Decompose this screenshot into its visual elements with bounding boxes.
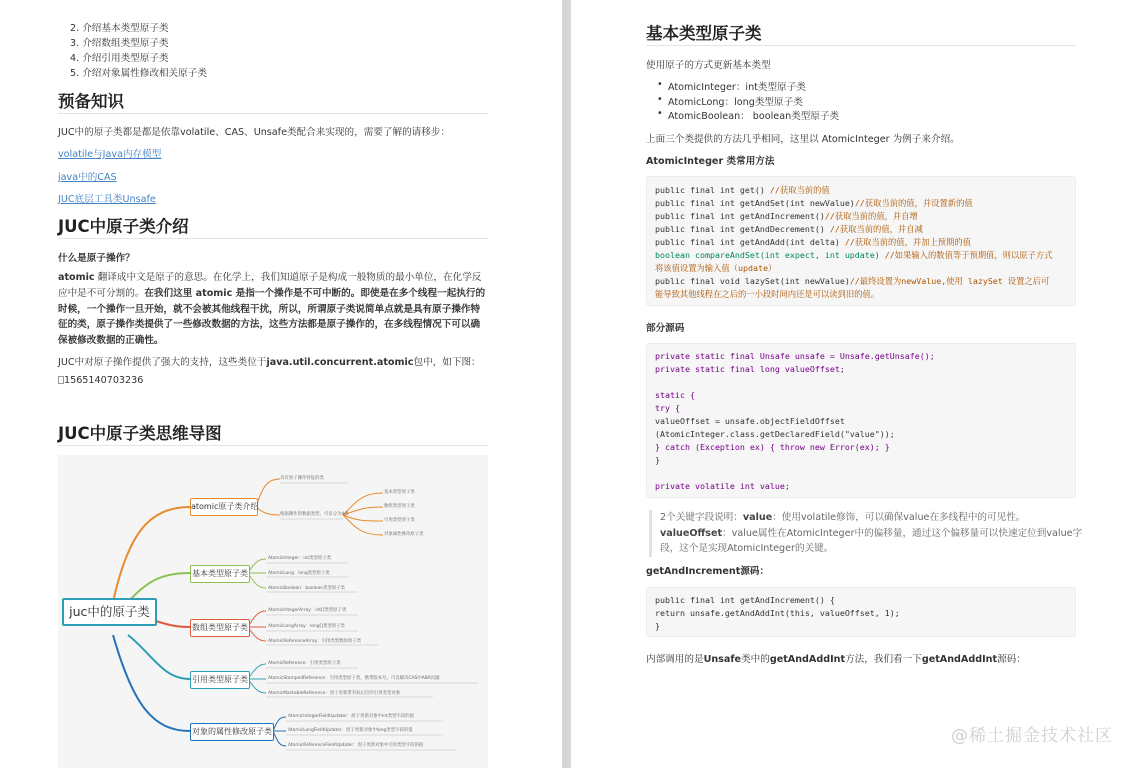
code-line: public final int getAndSet(int newValue) [655,198,855,208]
mindmap-leaf: AtomicBoolean：boolean类型原子类 [268,586,345,591]
code-line: private static final Unsafe unsafe = Unsafe.getUnsafe(); [655,351,935,361]
code-line: public final int getAndIncrement() { [655,595,835,605]
mindmap-branch: 数组类型原子类 [190,619,250,637]
mindmap-leaf: AtomicIntegerArray：int[]类型原子类 [268,608,347,613]
mindmap-leaf: AtomicInteger：int类型原子类 [268,556,332,561]
mindmap-leaf: 引用类型原子类 [384,518,415,523]
code-comment: 将该值设置为输入值（update） [655,263,777,273]
code-line: private volatile int value; [655,481,790,491]
juc-paragraph [58,354,481,368]
mindmap-leaf: 数组类型原子类 [384,504,415,509]
code-block-getandincrement [646,587,1076,637]
link-cas[interactable]: java中的CAS [58,172,117,183]
intro-text: 使用原子的方式更新基本类型 [646,60,771,71]
code-line: return unsafe.getAndAddInt(this, valueOffset, 1); [655,608,900,618]
mindmap-leaf: AtomicStampedReference：引用类型原子类，携带版本号，可以解决CAS中ABA问题 [268,676,440,681]
link-volatile[interactable]: volatile与Java内存模型 [58,149,162,160]
bottom-bold: getAndAddInt [921,654,998,665]
code-comment: //获取当前的值 [764,185,830,195]
bottom-text: 源码： [997,654,1026,665]
juc-text-start: JUC中对原子操作提供了强大的支持，这些类位于 [58,357,267,368]
code-comment: //最终设置为newValue,使用 lazySet 设置之后可 [849,276,1050,286]
prereq-text: JUC中的原子类都是都是依靠volatile、CAS、Unsafe类配合来实现的，需要了解的请移步： [58,127,451,138]
bullet-item: • AtomicLong：long类型原子类 [668,94,803,108]
mindmap-leaf: AtomicReference：引用类型原子类 [268,661,341,666]
code-line: boolean compareAndSet(int expect, int update) [655,250,880,260]
atomic-text: 翻译成中文是原子的意思。在化学上，我们知道原子是构成一般物质的最小单位，在化学反应中是不可分割的。 [58,272,482,299]
code-block-methods [646,176,1076,306]
mindmap-leaf: AtomicLong：long类型原子类 [268,571,330,576]
code-comment: //如果输入的数值等于预期值，则以原子方式 [879,250,1053,260]
toc-item[interactable]: 5. 介绍对象属性修改相关原子类 [70,68,207,79]
code-line: } [655,455,660,465]
quote-text: ：使用volatile修饰，可以确保value在多线程中的可见性。 [772,512,1026,523]
left-page [0,0,562,768]
mindmap-leaf: AtomicLongArray：long[]类型原子类 [268,624,345,629]
link-unsafe[interactable]: JUC底层工具类Unsafe [58,194,156,205]
quote-key: valueOffset [660,527,723,539]
heading-source: 部分源码 [646,323,685,334]
heading-intro: JUC中原子类介绍 [58,217,189,236]
bottom-text: 类中的 [741,654,770,665]
mindmap-leaf: AtomicReferenceFieldUpdater：原子更新对象中引用类型字段的值 [288,743,424,748]
juc-text-end: 包中，如下图： [413,357,481,368]
broken-image [58,375,143,386]
bottom-bold: Unsafe [703,654,742,665]
bullet-item: • AtomicBoolean： boolean类型原子类 [668,108,839,122]
mindmap-branch: 引用类型原子类 [190,671,250,689]
code-line: (AtomicInteger.class.getDeclaredField("value")); [655,429,895,439]
code-line: public final void lazySet(int newValue) [655,276,850,286]
code-line: static { [655,390,695,400]
bottom-bold: getAndAddInt [769,654,846,665]
mindmap-leaf: 基本类型原子类 [384,490,415,495]
heading-basic: 基本类型原子类 [646,24,762,43]
code-line: } catch (Exception ex) { throw new Error(ex); } [655,442,890,452]
mindmap-image [58,455,488,768]
quote-text: 段，这个是实现AtomicInteger的关键。 [660,543,834,554]
bullet-item: • AtomicInteger：int类型原子类 [668,79,806,93]
mindmap-leaf: 根据操作的数据类型，可以分为4类 [280,512,349,517]
code-comment: //获取当前的值，并设置新的值 [854,198,973,208]
blockquote [649,510,1083,557]
watermark: @稀土掘金技术社区 [951,726,1113,746]
code-comment: //获取当前的值，并自减 [824,224,923,234]
code-comment: 能导致其他线程在之后的一小段时间内还是可以读到旧的值。 [655,289,880,299]
atomic-word: atomic [58,272,95,283]
juc-package: java.util.concurrent.atomic [266,357,414,368]
mindmap-root: juc中的原子类 [62,598,157,626]
atomic-paragraph [58,270,488,349]
code-line: } [655,621,660,631]
right-page [571,0,1135,768]
code-line: private static final long valueOffset; [655,364,845,374]
divider [58,113,488,114]
mindmap-leaf: AtomicLongFieldUpdater：原子更新对象中long类型字段的值 [288,728,413,733]
code-block-source [646,343,1076,498]
bottom-paragraph [646,651,1026,665]
mindmap-leaf: AtomicReferenceArray：引用类型数组原子类 [268,639,362,644]
divider [58,238,488,239]
toc-item[interactable]: 3. 介绍数组类型原子类 [70,38,169,49]
mindmap-leaf: AtomicMarkableReference：原子更新带有标记位的引用类型对象 [268,691,401,696]
code-line: public final int getAndIncrement() [655,211,825,221]
code-line: public final int getAndDecrement() [655,224,825,234]
bottom-text: 内部调用的是 [646,654,704,665]
image-alt-text: 1565140703236 [64,375,144,386]
heading-prereq: 预备知识 [58,92,124,111]
atomic-bold-text: 在我们这里 atomic 是指一个操作是不可中断的。即使是在多个线程一起执行的时候，一个操作一旦开始，就不会被其他线程干扰，所以，所谓原子类说简单点就是具有原子操作特征的类，原子操作类提供了一些修改数据的方法，这些方法都是原子操作的，在多线程情况下可以确保被修改数据的正确性。 [58,287,486,347]
code-line: public final int getAndAdd(int delta) [655,237,840,247]
divider [646,45,1076,46]
mindmap-branch: 基本类型原子类 [190,565,250,583]
quote-key: value [742,512,773,523]
summary-text: 上面三个类提供的方法几乎相同，这里以 AtomicInteger 为例子来介绍。 [646,134,960,145]
toc-item[interactable]: 2. 介绍基本类型原子类 [70,23,169,34]
mindmap-branch: atomic原子类介绍 [190,498,258,516]
mindmap-leaf: AtomicIntegerFieldUpdater：原子更新对象中int类型字段的值 [288,714,415,719]
question-heading: 什么是原子操作？ [58,253,135,264]
mindmap-leaf: 具有原子操作特征的类 [280,476,324,481]
quote-text: 2个关键字段说明： [660,512,743,523]
mindmap-leaf: 对象属性修改原子类 [384,532,424,537]
toc-item[interactable]: 4. 介绍引用类型原子类 [70,53,169,64]
bottom-text: 方法，我们看一下 [845,654,922,665]
heading-mindmap: JUC中原子类思维导图 [58,424,222,443]
code-line: try { [655,403,680,413]
code-comment: //获取当前的值，并自增 [824,211,918,221]
divider [58,445,488,446]
code-comment: //获取当前的值，并加上预期的值 [839,237,971,247]
code-line: public final int get() [655,185,765,195]
quote-text: ：value属性在AtomicInteger中的偏移量，通过这个偏移量可以快速定位到value字 [722,527,1083,539]
heading-methods: AtomicInteger 类常用方法 [646,156,775,167]
mindmap-branch: 对象的属性修改原子类 [190,723,274,741]
code-line: valueOffset = unsafe.objectFieldOffset [655,416,845,426]
heading-getandincrement: getAndIncrement源码： [646,566,770,577]
